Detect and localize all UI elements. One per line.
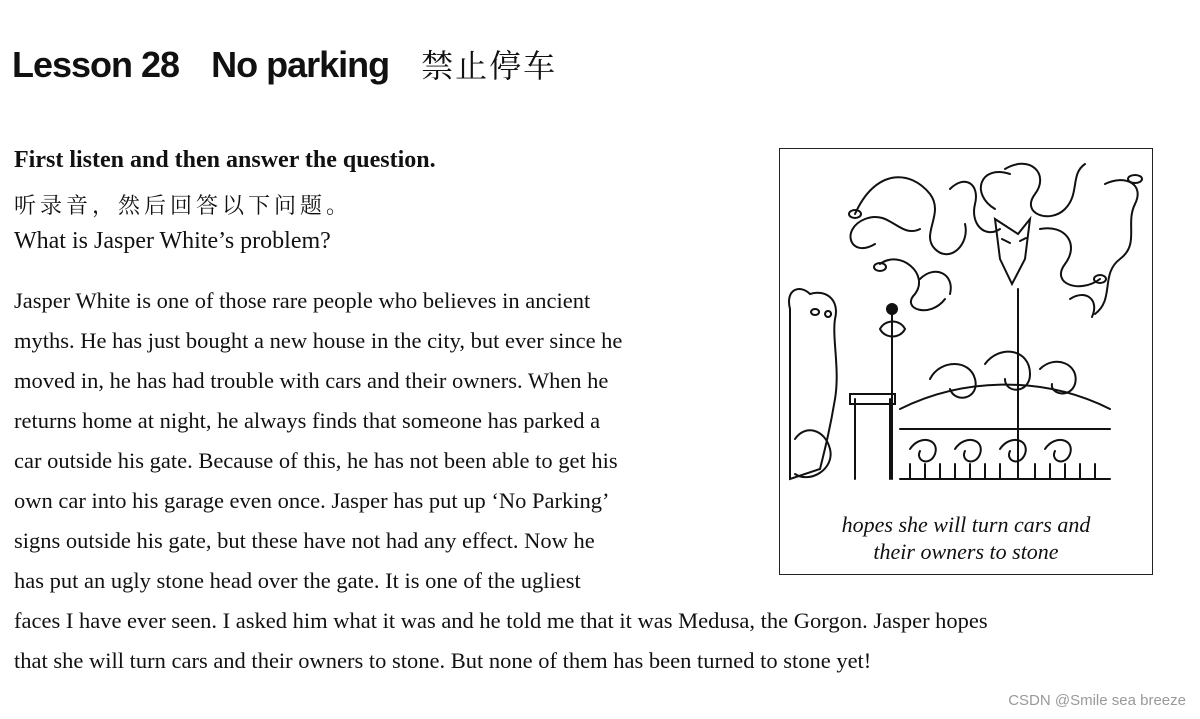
medusa-gate-illustration: [780, 149, 1151, 489]
passage-line: car outside his gate. Because of this, he has not been able to get his: [14, 448, 618, 473]
passage-line: returns home at night, he always finds that someone has parked a: [14, 408, 601, 433]
passage-line: faces I have ever seen. I asked him what it was and he told me that it was Medusa, the Gorgon. Jasper hopes: [14, 608, 988, 633]
passage-line: own car into his garage even once. Jasper has put up ‘No Parking’: [14, 488, 610, 513]
lesson-title-en: No parking: [211, 44, 390, 85]
instruction-en: First listen and then answer the question.: [14, 147, 436, 173]
passage-line: Jasper White is one of those rare people who believes in ancient: [14, 288, 591, 313]
passage-line: that she will turn cars and their owners to stone. But none of them has been turned to stone yet!: [14, 648, 872, 673]
lesson-title: [12, 40, 557, 90]
watermark: CSDN @Smile sea breeze: [1008, 692, 1186, 709]
lesson-number: Lesson 28: [12, 44, 180, 85]
passage-line: moved in, he has had trouble with cars and their owners. When he: [14, 368, 609, 393]
passage-line: has put an ugly stone head over the gate. It is one of the ugliest: [14, 568, 581, 593]
question: What is Jasper White’s problem?: [14, 228, 331, 254]
illustration-caption-line-2: their owners to stone: [873, 539, 1059, 564]
illustration-caption-line-1: hopes she will turn cars and: [841, 512, 1091, 537]
passage-line: signs outside his gate, but these have not had any effect. Now he: [14, 528, 595, 553]
passage-line: myths. He has just bought a new house in the city, but ever since he: [14, 328, 623, 353]
illustration-box: [779, 148, 1153, 575]
lesson-title-cn: 禁止停车: [421, 47, 558, 85]
instruction-cn: 听录音，然后回答以下问题。: [14, 194, 353, 219]
